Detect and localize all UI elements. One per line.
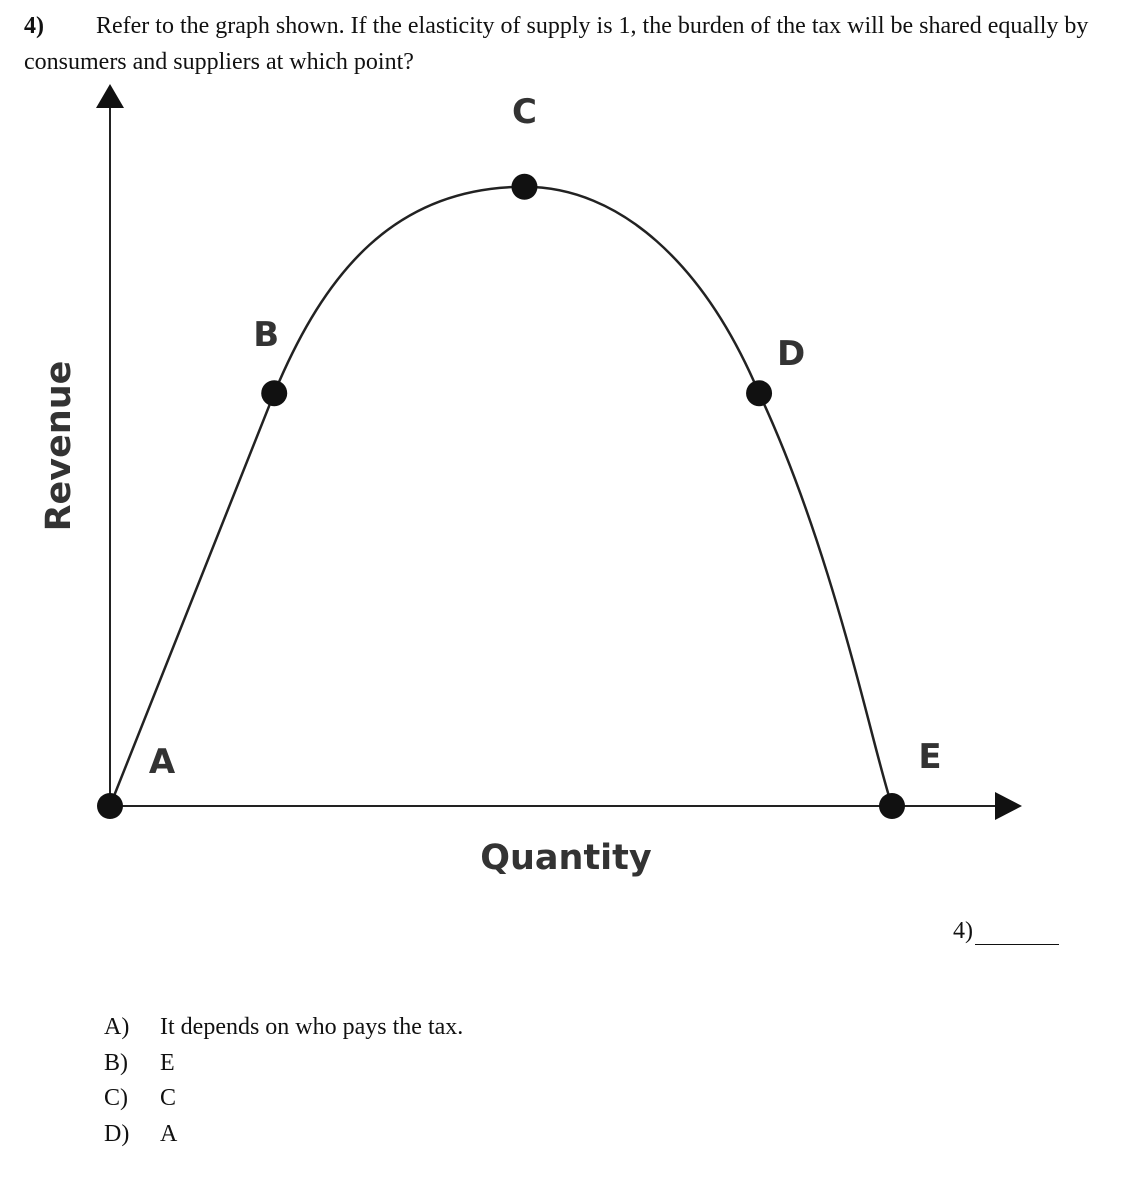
point-c-marker (511, 174, 537, 200)
point-e-label: E (918, 737, 942, 777)
option-c[interactable] (104, 1081, 463, 1117)
option-letter: B) (104, 1049, 128, 1076)
point-d-label: D (776, 334, 806, 375)
point-a-marker (97, 793, 123, 819)
point-b-marker (261, 380, 287, 406)
x-axis-arrow-icon (995, 792, 1022, 820)
revenue-curve (110, 187, 892, 806)
point-e-marker (879, 793, 905, 819)
y-axis-arrow-icon (96, 84, 124, 108)
option-b[interactable] (104, 1046, 463, 1082)
option-a[interactable] (104, 1010, 463, 1046)
option-letter: C) (104, 1085, 128, 1111)
option-text: A (160, 1120, 178, 1147)
y-axis-label: Revenue (39, 360, 79, 532)
option-letter: A) (104, 1014, 130, 1040)
answer-line[interactable] (975, 920, 1059, 945)
answer-options (104, 1010, 463, 1152)
question-prompt: Refer to the graph shown. If the elasticity of supply is 1, the burden of the tax will be shared equally by consumers and suppliers at which point? (24, 13, 1089, 75)
option-text: It depends on who pays the tax. (160, 1014, 464, 1040)
option-text: E (160, 1049, 175, 1076)
point-c-label: C (511, 91, 537, 132)
question-number: 4) (24, 13, 44, 39)
answer-blank (953, 918, 1059, 945)
option-letter: D) (104, 1120, 130, 1147)
point-a-label: A (148, 742, 176, 782)
point-d-marker (746, 380, 772, 406)
option-text: C (160, 1085, 177, 1111)
point-b-label: B (253, 315, 280, 356)
answer-blank-label: 4) (953, 918, 973, 944)
x-axis-label: Quantity (480, 838, 652, 878)
option-d[interactable] (104, 1117, 463, 1153)
